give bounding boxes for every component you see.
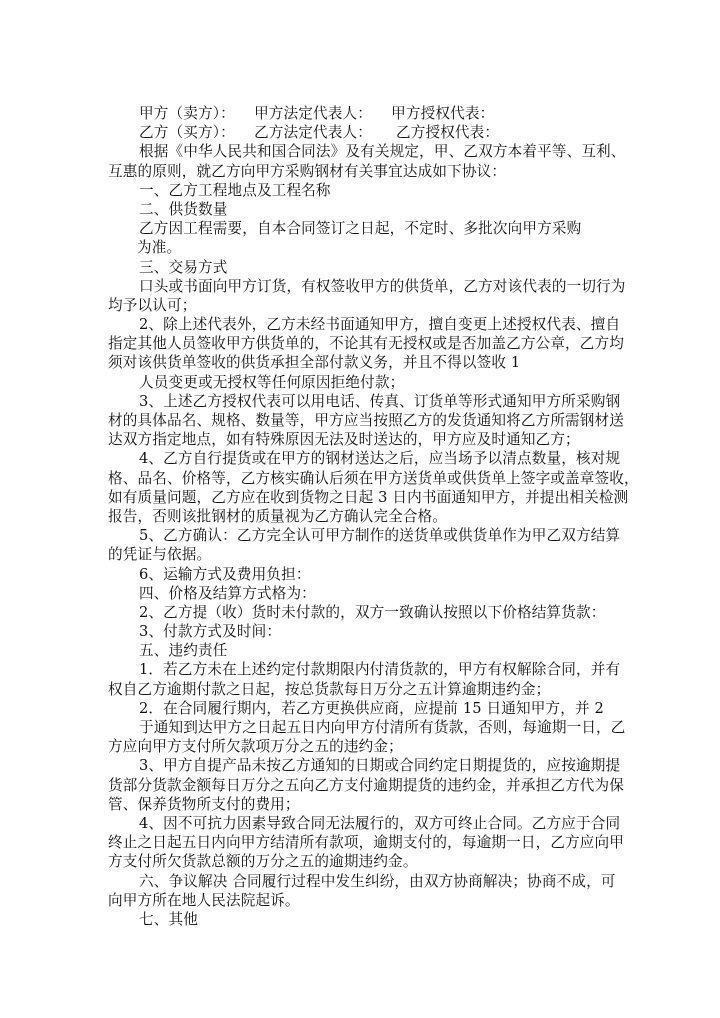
contract-text-line: 2．在合同履行期内，若乙方更换供应商，应提前 15 日通知甲方，并 2 bbox=[139, 699, 604, 717]
contract-text-line: 均予以认可； bbox=[108, 296, 197, 314]
contract-text-line: 方应向甲方支付所欠款项万分之五的违约金； bbox=[108, 738, 403, 756]
contract-text-line: 为准。 bbox=[137, 239, 182, 257]
contract-text-line: 2、乙方提（收）货时未付款的，双方一致确认按照以下价格结算货款： bbox=[139, 603, 606, 621]
contract-text-line: 甲方（卖方）： 甲方法定代表人： 甲方授权代表： bbox=[139, 105, 495, 122]
contract-text-line: 3、甲方自提产品未按乙方通知的日期或合同约定日期提货的，应按逾期提 bbox=[139, 757, 621, 775]
contract-text-line: 3、付款方式及时间： bbox=[139, 623, 282, 641]
contract-text-line: 权自乙方逾期付款之日起，按总货款每日万分之五计算逾期违约金； bbox=[108, 680, 551, 698]
contract-text-line: 于通知到达甲方之日起五日内向甲方付清所有货款，否则，每逾期一日，乙 bbox=[139, 719, 626, 736]
contract-text-line: 5、乙方确认：乙方完全认可甲方制作的送货单或供货单作为甲乙双方结算 bbox=[139, 527, 621, 545]
contract-text-line: 一、乙方工程地点及工程名称 bbox=[139, 181, 331, 199]
contract-text-line: 格、品名、价格等，乙方核实确认后须在甲方送货单或供货单上签字或盖章签收， bbox=[108, 469, 639, 487]
contract-text-line: 乙方（买方）： 乙方法定代表人： 乙方授权代表： bbox=[139, 124, 500, 142]
contract-text-line: 材的具体品名、规格、数量等，甲方应当按照乙方的发货通知将乙方所需钢材送 bbox=[108, 412, 625, 429]
contract-text-line: 报告，否则该批钢材的质量视为乙方确认完全合格。 bbox=[108, 507, 448, 525]
contract-text-line: 六、争议解决 合同履行过程中发生纠纷，由双方协商解决；协商不成，可 bbox=[139, 872, 616, 890]
contract-text-line: 人员变更或无授权等任何原因拒绝付款； bbox=[139, 373, 405, 391]
contract-text-line: 七、其他 bbox=[139, 910, 198, 928]
contract-text-line: 向甲方所在地人民法院起诉。 bbox=[108, 891, 300, 909]
contract-text-line: 达双方指定地点，如有特殊原因无法及时送达的，甲方应及时通知乙方； bbox=[108, 431, 580, 449]
contract-text-line: 四、价格及结算方式格为： bbox=[139, 584, 316, 602]
contract-text-line: 3、上述乙方授权代表可以用电话、传真、订货单等形式通知甲方所采购钢 bbox=[139, 392, 621, 410]
contract-text-line: 二、供货数量 bbox=[139, 200, 228, 218]
contract-text-line: 终止之日起五日内向甲方结清所有款项，逾期支付的，每逾期一日，乙方应向甲 bbox=[108, 834, 625, 852]
contract-text-line: 4、因不可抗力因素导致合同无法履行的，双方可终止合同。乙方应于合同 bbox=[139, 814, 621, 832]
contract-body bbox=[108, 104, 639, 929]
contract-text-line: 4、乙方自行提货或在甲方的钢材送达之后，应当场予以清点数量，核对规 bbox=[139, 450, 621, 468]
contract-text-line: 货部分货款金额每日万分之五向乙方支付逾期提货的违约金，并承担乙方代为保 bbox=[108, 776, 625, 794]
contract-text-line: 的凭证与依据。 bbox=[108, 546, 212, 564]
contract-text-line: 根据《中华人民共和国合同法》及有关规定，甲、乙双方本着平等、互利、 bbox=[139, 143, 626, 161]
contract-text-line: 管、保养货物所支付的费用； bbox=[108, 795, 300, 813]
contract-text-line: 口头或书面向甲方订货，有权签收甲方的供货单，乙方对该代表的一切行为 bbox=[139, 277, 626, 295]
contract-text-line: 指定其他人员签收甲方供货单的，不论其有无授权或是否加盖乙方公章，乙方均 bbox=[108, 335, 625, 353]
contract-text-line: 乙方因工程需要，自本合同签订之日起，不定时、多批次向甲方采购 bbox=[139, 220, 582, 238]
contract-text-line: 五、违约责任 bbox=[139, 642, 228, 660]
contract-text-line: 1．若乙方未在上述约定付款期限内付清货款的，甲方有权解除合同，并有 bbox=[139, 661, 621, 679]
contract-text-line: 2、除上述代表外，乙方未经书面通知甲方，擅自变更上述授权代表、擅自 bbox=[139, 316, 621, 334]
contract-text-line: 方支付所欠货款总额的万分之五的逾期违约金。 bbox=[108, 853, 418, 871]
contract-text-line: 须对该供货单签收的供货承担全部付款义务，并且不得以签收 1 bbox=[108, 354, 521, 372]
contract-text-line: 三、交易方式 bbox=[139, 258, 228, 276]
contract-text-line: 6、运输方式及费用负担： bbox=[139, 565, 311, 583]
contract-text-line: 如有质量问题，乙方应在收到货物之日起 3 日内书面通知甲方，并提出相关检测 bbox=[108, 488, 629, 506]
contract-text-line: 互惠的原则，就乙方向甲方采购钢材有关事宜达成如下协议： bbox=[108, 162, 507, 180]
